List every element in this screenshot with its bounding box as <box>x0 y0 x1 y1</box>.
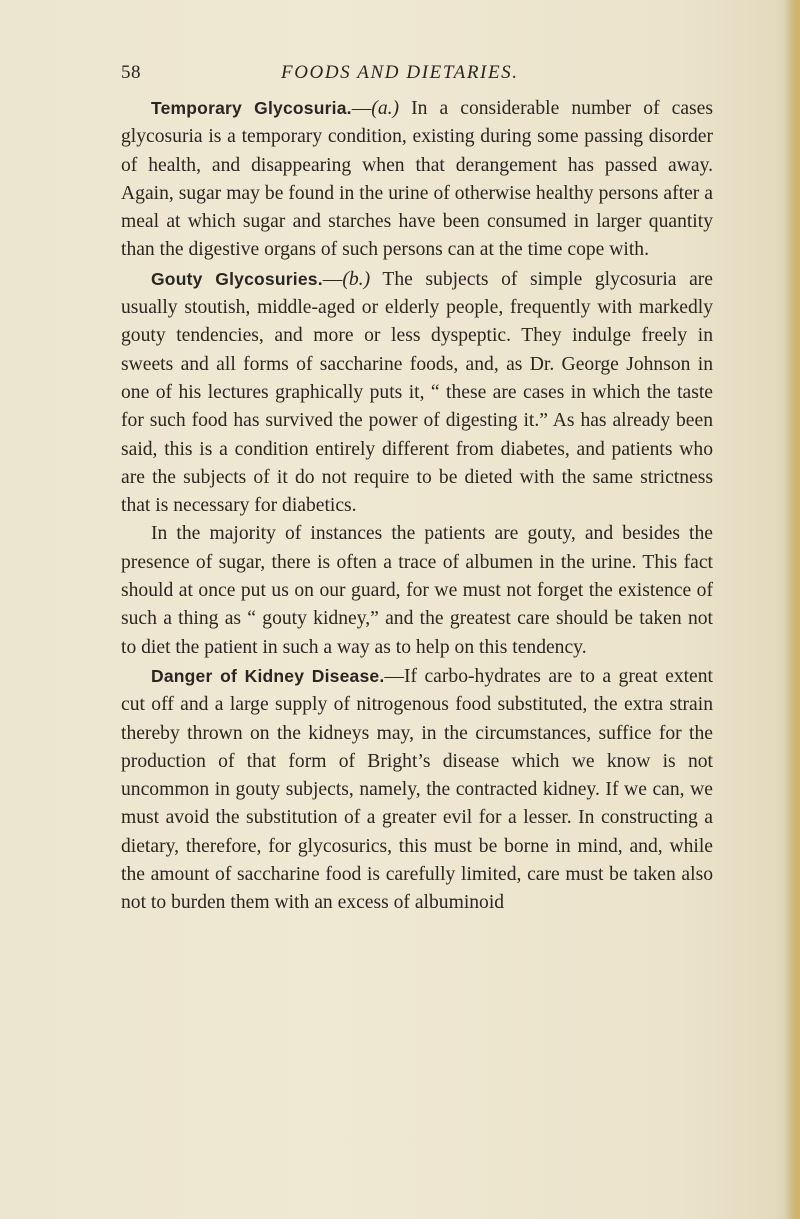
book-title: FOODS AND DIETARIES. <box>281 62 519 83</box>
paragraph-majority-instances <box>121 520 713 661</box>
page-edge <box>784 0 800 1219</box>
running-head <box>121 62 713 92</box>
paragraph-gouty-glycosuries <box>121 265 713 521</box>
section-heading: Danger of Kidney Disease. <box>151 665 385 686</box>
dash: — <box>322 268 343 290</box>
paragraph-text: The subjects of simple glycosuria are usually stoutish, middle-aged or elderly people, frequently with markedly gouty tendencies, and more or less dyspeptic. They indulge freely in sweets and all forms of saccharine foods, and, as Dr. George Johnson in one of his lectures graphically puts it, “ these are cases in which the taste for such food has survived the power of digesting it.” As has already been said, this is a condition entirely different from diabetes, and patients who are the subjects of it do not require to be dieted with the same strictness that is necessary for diabetics. <box>121 268 713 517</box>
paragraph-text: In the majority of instances the patients are gouty, and besides the presence of sugar, there is often a trace of albumen in the urine. This fact should at once put us on our guard, for we must not forget the existence of such a thing as “ gouty kidney,” and the greatest care should be taken not to diet the patient in such a way as to help on this tendency. <box>121 523 713 658</box>
section-heading: Temporary Glycosuria. <box>151 98 352 118</box>
paragraph-temporary-glycosuria <box>121 94 713 265</box>
dash: — <box>351 98 372 119</box>
paragraph-kidney-disease <box>121 662 713 918</box>
section-marker: (a.) <box>371 98 400 119</box>
paragraph-text: In a considerable number of cases glycosuria is a temporary condition, existing during some passing disorder of health, and disappearing when that derangement has passed away. Again, sugar may be found in the urine of otherwise healthy persons after a meal at which sugar and starches have been consumed in larger quantity than the digestive organs of such persons can at the time cope with. <box>121 98 713 261</box>
paragraph-text: —If carbo-hydrates are to a great extent cut off and a large supply of nitrogenous food substituted, the extra strain thereby thrown on the kidneys may, in the circumstances, suffice for the production of that form of Bright’s disease which we know is not uncommon in gouty subjects, namely, the contracted kidney. If we can, we must avoid the substitution of a greater evil for a lesser. In constructing a dietary, therefore, for glycosurics, this must be borne in mind, and, while the amount of saccharine food is carefully limited, care must be taken also not to burden them with an excess of albuminoid <box>121 665 713 914</box>
section-heading: Gouty Glycosuries. <box>151 268 323 289</box>
body-text <box>121 94 713 918</box>
section-marker: (b.) <box>342 268 371 290</box>
page-number: 58 <box>121 62 141 83</box>
